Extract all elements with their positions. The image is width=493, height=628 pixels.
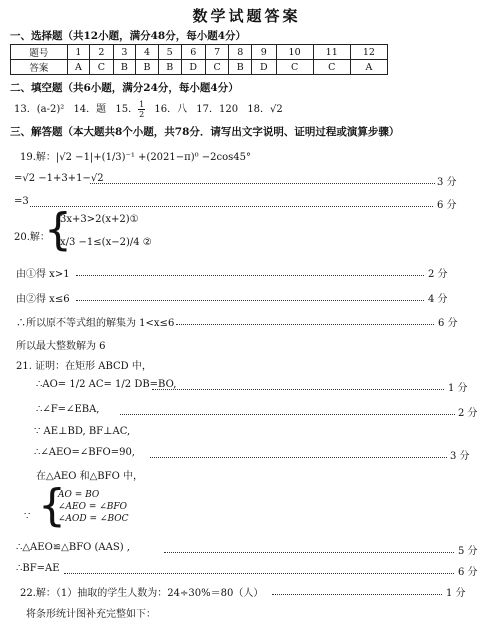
q21-condition-1: AO = BO — [58, 490, 100, 500]
q21-condition-2: ∠AEO = ∠BFO — [58, 502, 128, 512]
q15-denominator: 2 — [139, 110, 145, 119]
system-brace: { — [38, 480, 66, 531]
question-number: 3 — [113, 45, 136, 60]
question-number: 6 — [181, 45, 205, 60]
answer-cell: D — [181, 60, 205, 75]
row-label: 答案 — [11, 60, 68, 75]
section-3-heading: 三、解答题（本大题共8个小题，共78分．请写出文字说明、证明过程或演算步骤） — [10, 126, 400, 138]
q21-step-3: ∵ AE⊥BD, BF⊥AC, — [34, 426, 131, 437]
q13-answer: (a-2)² — [36, 104, 65, 115]
q17-number: 17． — [196, 104, 220, 115]
answer-table — [10, 44, 388, 75]
answer-table-number-row — [11, 45, 388, 60]
q16-number: 16． — [154, 104, 178, 115]
dotted-leader — [76, 275, 424, 276]
answer-cell: C — [90, 60, 113, 75]
q20-step-4: 所以最大整数解为 6 — [16, 341, 106, 352]
dotted-leader — [150, 457, 447, 458]
q18-number: 18． — [247, 104, 271, 115]
q14-number: 14． — [73, 104, 97, 115]
q21-step-6: ∴△AEO≌△BFO (AAS) , — [16, 542, 130, 553]
q16-answer: 八 — [177, 104, 188, 115]
question-number: 11 — [313, 45, 350, 60]
q20-step-1: 由①得 x>1 — [16, 269, 70, 280]
answer-cell: C — [205, 60, 228, 75]
q20-inequality-2-right: (x−2)/4 ② — [101, 237, 152, 248]
answer-cell: C — [313, 60, 350, 75]
dotted-leader — [120, 414, 455, 415]
question-number: 1 — [67, 45, 89, 60]
q19-expression: 19.解：|√2 −1|+(1/3)⁻¹ +(2021−π)⁰ −2cos45° — [20, 152, 252, 163]
q13-number: 13． — [14, 104, 37, 115]
q15-number: 15． — [115, 104, 139, 115]
fill-answers — [14, 100, 283, 119]
q20-step-2-score: 4 分 — [428, 294, 448, 305]
q22-heading-score: 1 分 — [446, 588, 466, 599]
q21-heading: 21. 证明：在矩形 ABCD 中， — [16, 361, 152, 372]
q22-heading: 22.解：（1）抽取的学生人数为：24÷30%＝80（人） — [20, 588, 264, 599]
question-number: 9 — [252, 45, 276, 60]
dotted-leader — [164, 552, 454, 553]
q20-step-3: ∴所以原不等式组的解集为 1<x≤6 — [16, 318, 175, 329]
dotted-leader — [64, 573, 454, 574]
q22-step-2: 将条形统计图补充完整如下： — [26, 609, 156, 620]
dotted-leader — [272, 594, 442, 595]
question-number: 4 — [136, 45, 159, 60]
dotted-leader — [30, 206, 433, 207]
dotted-leader — [76, 300, 424, 301]
answer-cell: A — [67, 60, 89, 75]
q14-answer: 题 — [96, 104, 107, 115]
q20-step-1-score: 2 分 — [428, 269, 448, 280]
question-number: 2 — [90, 45, 113, 60]
q21-step-2: ∴∠F=∠EBA, — [36, 404, 100, 415]
answer-cell: C — [276, 60, 313, 75]
q20-inequality-1: 3x+3>2(x+2)① — [60, 214, 139, 225]
q20-inequality-2-left: x/3 −1≤ — [60, 237, 102, 248]
because-symbol: ∵ — [24, 511, 31, 522]
system-brace: { — [44, 204, 72, 255]
answer-cell: A — [350, 60, 387, 75]
q20-step-3-score: 6 分 — [438, 318, 458, 329]
answer-cell: B — [229, 60, 252, 75]
q21-step-4-score: 3 分 — [450, 451, 470, 462]
q18-answer: √2 — [270, 104, 283, 115]
answer-cell: B — [113, 60, 136, 75]
question-number: 12 — [350, 45, 387, 60]
row-label: 题号 — [11, 45, 68, 60]
dotted-leader — [90, 183, 435, 184]
q20-label: 20.解： — [14, 232, 50, 243]
q19-step-2-score: 6 分 — [437, 200, 457, 211]
q15-numerator: 1 — [139, 100, 145, 109]
section-2-heading: 二、填空题（共6小题，满分24分，每小题4分） — [10, 82, 239, 94]
q21-step-5: 在△AEO 和△BFO 中， — [36, 471, 143, 482]
question-number: 7 — [205, 45, 228, 60]
page-title: 数学试题答案 — [192, 7, 301, 25]
q21-step-7-score: 6 分 — [458, 567, 478, 578]
q21-condition-3: ∠AOD = ∠BOC — [58, 514, 129, 524]
q21-step-2-score: 2 分 — [458, 408, 478, 419]
question-number: 5 — [158, 45, 181, 60]
q19-step-1: =√2 −1+3+1−√2 — [14, 173, 104, 184]
q20-step-2: 由②得 x≤6 — [16, 294, 70, 305]
answer-cell: B — [158, 60, 181, 75]
answer-cell: B — [136, 60, 159, 75]
q15-fraction — [138, 100, 145, 119]
q21-step-1: ∴AO= 1/2 AC= 1/2 DB=BO, — [36, 379, 177, 390]
q21-step-7: ∴BF=AE — [16, 563, 60, 574]
q19-step-2: =3 — [14, 196, 29, 207]
answer-cell: D — [252, 60, 276, 75]
question-number: 8 — [229, 45, 252, 60]
q19-step-1-score: 3 分 — [437, 177, 457, 188]
section-1-heading: 一、选择题（共12小题，满分48分，每小题4分） — [10, 30, 247, 42]
dotted-leader — [176, 324, 434, 325]
q20-inequality-2 — [60, 237, 152, 248]
answer-table-answer-row — [11, 60, 388, 75]
q17-answer: 120 — [219, 104, 239, 115]
q21-step-6-score: 5 分 — [458, 546, 478, 557]
question-number: 10 — [276, 45, 313, 60]
dotted-leader — [152, 389, 444, 390]
q21-step-1-score: 1 分 — [448, 383, 468, 394]
q21-step-4: ∴∠AEO=∠BFO=90, — [34, 447, 135, 458]
